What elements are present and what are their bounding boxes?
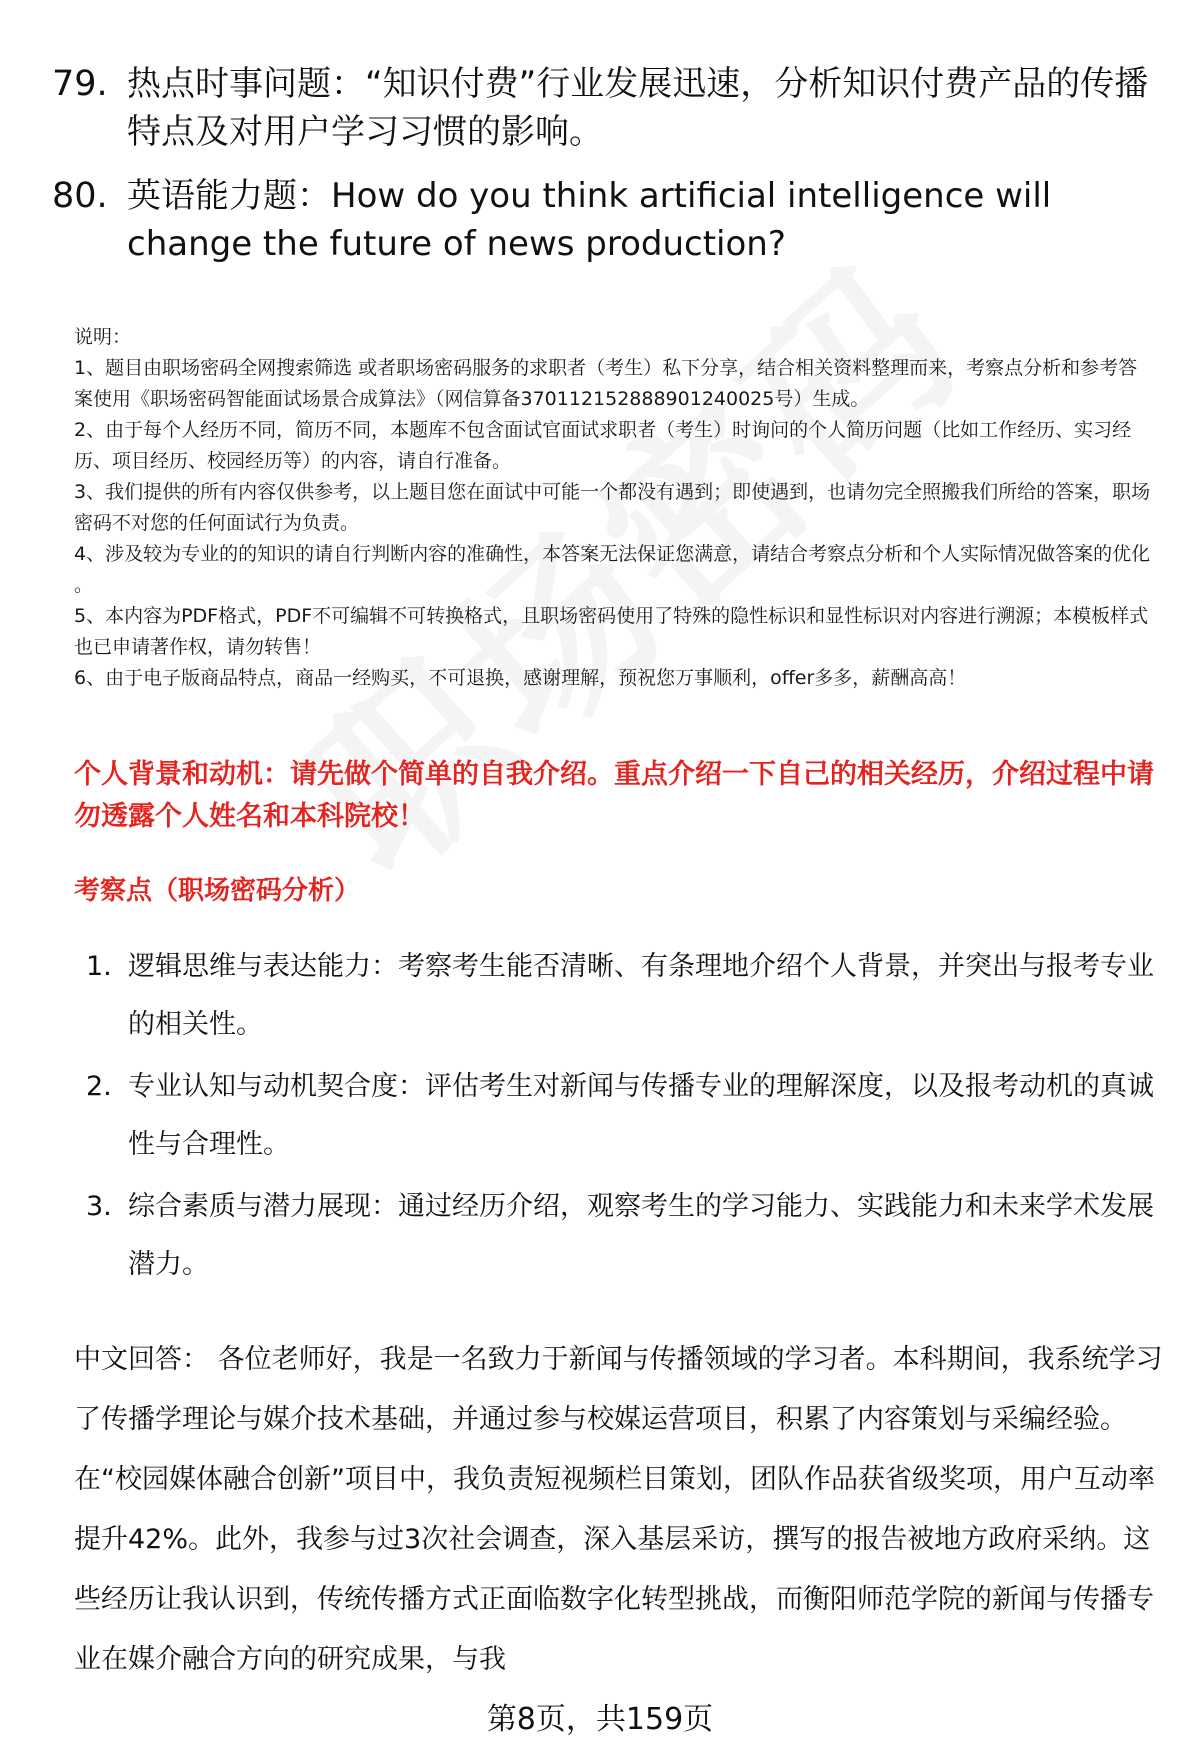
question-number: 79.: [52, 64, 108, 104]
question-text: 英语能力题：How do you think artificial intelligence will change the future of news production?: [127, 176, 1052, 264]
note-item: 1、题目由职场密码全网搜索筛选 或者职场密码服务的求职者（考生）私下分享，结合相关资料整理而来，考察点分析和参考答案使用《职场密码智能面试场景合成算法》（网信算备370112152888901240025号）生成。: [74, 357, 1138, 410]
analysis-point: [0, 938, 1200, 1058]
point-number: 3.: [86, 1191, 112, 1222]
question-number: 80.: [52, 176, 108, 216]
point-text: 综合素质与潜力展现：通过经历介绍，观察考生的学习能力、实践能力和未来学术发展潜力。: [128, 1191, 1154, 1280]
question-text: 热点时事问题：“知识付费”行业发展迅速，分析知识付费产品的传播特点及对用户学习习惯的影响。: [127, 64, 1149, 152]
notes-title: 说明：: [74, 326, 132, 348]
note-item: 5、本内容为PDF格式，PDF不可编辑不可转换格式，且职场密码使用了特殊的隐性标识和显性标识对内容进行溯源；本模板样式也已申请著作权，请勿转售！: [74, 605, 1149, 658]
point-text: 逻辑思维与表达能力：考察考生能否清晰、有条理地介绍个人背景，并突出与报考专业的相关性。: [128, 951, 1154, 1040]
page-number: 第8页，共159页: [486, 1702, 714, 1737]
note-item: 2、由于每个人经历不同，简历不同，本题库不包含面试官面试求职者（考生）时询问的个人简历问题（比如工作经历、实习经历、项目经历、校园经历等）的内容，请自行准备。: [74, 419, 1132, 472]
analysis-point: [0, 1178, 1200, 1298]
note-item: 6、由于电子版商品特点，商品一经购买，不可退换，感谢理解，预祝您万事顺利，offer多多，薪酬高高！: [74, 667, 967, 689]
chinese-answer: 中文回答： 各位老师好，我是一名致力于新闻与传播领域的学习者。本科期间，我系统学习了传播学理论与媒介技术基础，并通过参与校媒运营项目，积累了内容策划与采编经验。在“校园媒体融合创新”项目中，我负责短视频栏目策划，团队作品获省级奖项，用户互动率提升42%。此外，我参与过3次社会调查，深入基层采访，撰写的报告被地方政府采纳。这些经历让我认识到，传统传播方式正面临数字化转型挑战，而衡阳师范学院的新闻与传播专业在媒介融合方向的研究成果，与我: [74, 1344, 1163, 1675]
point-number: 2.: [86, 1071, 112, 1102]
notes-block: [74, 322, 1154, 694]
section-question: 个人背景和动机：请先做个简单的自我介绍。重点介绍一下自己的相关经历，介绍过程中请勿透露个人姓名和本科院校！: [74, 759, 1154, 832]
note-item: 4、涉及较为专业的的知识的请自行判断内容的准确性，本答案无法保证您满意，请结合考察点分析和个人实际情况做答案的优化 。: [74, 543, 1151, 596]
analysis-point: [0, 1058, 1200, 1178]
point-text: 专业认知与动机契合度：评估考生对新闻与传播专业的理解深度，以及报考动机的真诚性与合理性。: [128, 1071, 1154, 1160]
analysis-heading: 考察点（职场密码分析）: [74, 876, 361, 906]
analysis-points: [0, 938, 1200, 1298]
point-number: 1.: [86, 951, 112, 982]
note-item: 3、我们提供的所有内容仅供参考，以上题目您在面试中可能一个都没有遇到；即使遇到，也请勿完全照搬我们所给的答案，职场密码不对您的任何面试行为负责。: [74, 481, 1151, 534]
